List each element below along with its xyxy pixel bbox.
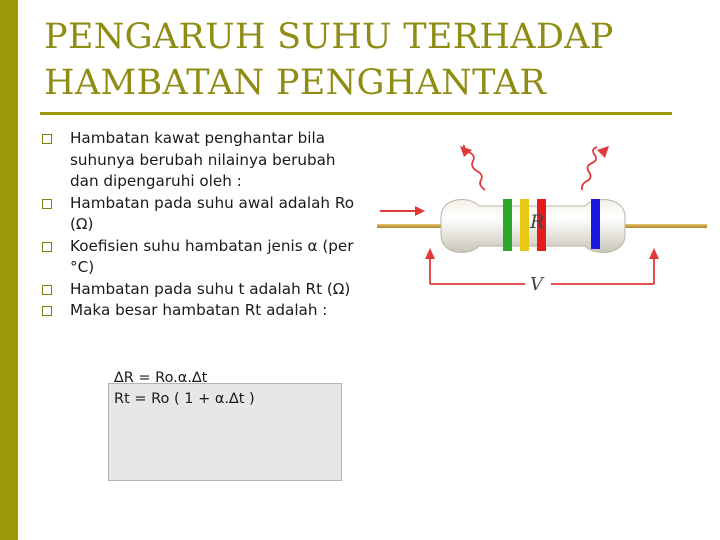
bullet-text: Hambatan pada suhu t adalah Rt (Ω) [70,279,351,298]
bullet-text: Maka besar hambatan Rt adalah : [70,301,328,319]
bullet-text: Hambatan pada suhu awal adalah Ro (Ω) [70,193,355,233]
title-line-2: HAMBATAN PENGHANTAR [44,63,547,103]
bullet-text: Hambatan kawat penghantar bila suhunya berubah nilainya berubah dan dipengaruhi oleh : [70,129,336,190]
heat-wave-arrows [464,145,597,190]
color-band-4 [591,199,600,249]
voltage-arrowhead-left [425,248,435,259]
heat-arrowhead-right [597,146,609,158]
color-band-1 [503,199,512,251]
bullet-item [40,128,360,193]
formula-block [114,368,255,410]
voltage-label: V [530,274,543,295]
resistor-diagram [377,132,707,302]
bullet-item [40,279,360,301]
square-bullet-icon [42,134,52,144]
bullet-item [40,193,360,236]
voltage-arrowhead-right [649,248,659,259]
square-bullet-icon [42,199,52,209]
bullet-item [40,300,360,322]
wire-right [625,224,707,228]
wire-left [377,224,441,228]
slide-title [44,14,684,106]
color-band-2 [520,199,529,251]
square-bullet-icon [42,242,52,252]
current-arrowhead [415,206,425,216]
bullet-list [40,128,360,322]
heat-wave-arrowheads [460,146,609,158]
formula-delta-r: ∆R = Ro.α.∆t [114,370,208,386]
formula-rt: Rt = Ro ( 1 + α.∆t ) [114,391,255,407]
resistor-label: R [530,211,545,233]
title-underline [40,112,672,115]
side-accent-bar [0,0,18,540]
bullet-item [40,236,360,279]
title-line-1: PENGARUH SUHU TERHADAP [44,17,614,57]
heat-arrowhead-left [460,146,472,157]
heat-wave-right [582,147,597,190]
bullet-text: Koefisien suhu hambatan jenis α (per °C) [70,236,354,276]
square-bullet-icon [42,306,52,316]
square-bullet-icon [42,285,52,295]
